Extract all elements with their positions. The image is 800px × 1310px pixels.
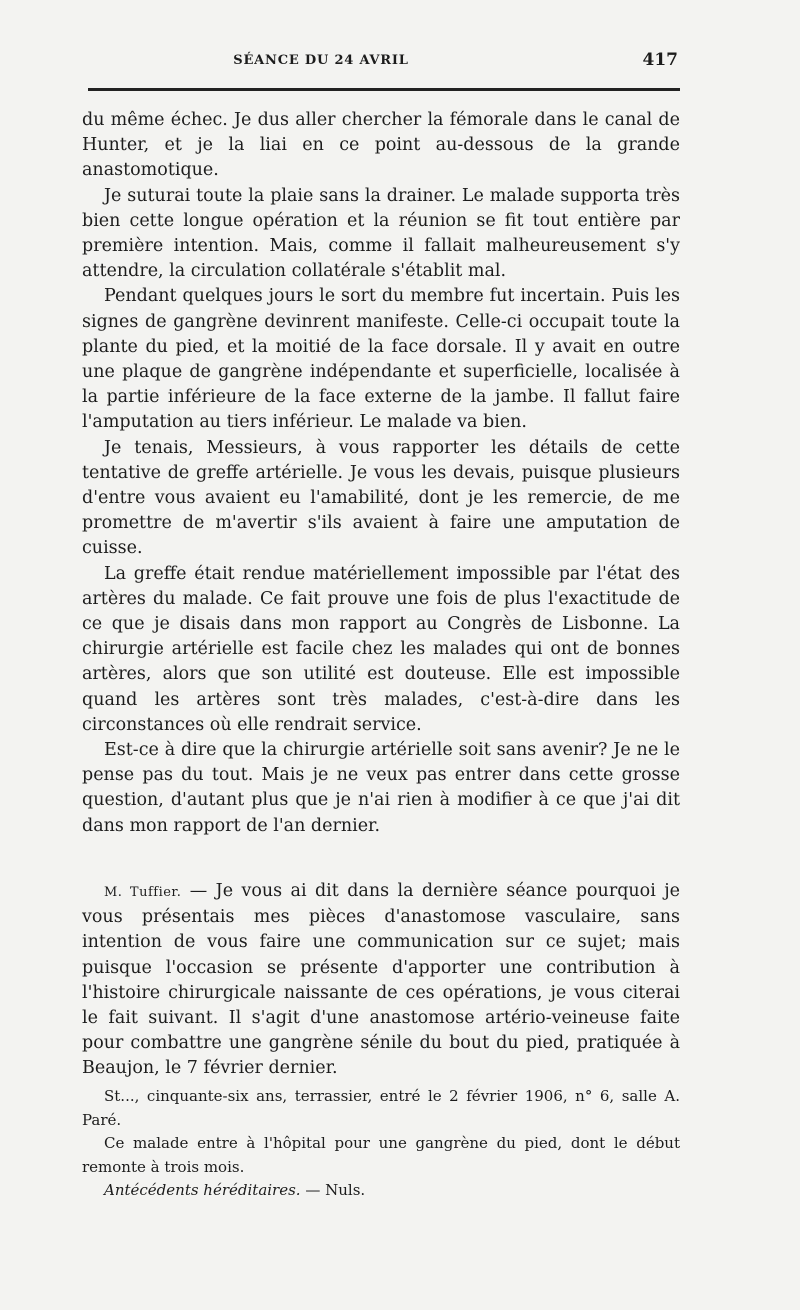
page: [82, 0, 680, 1310]
case-line: Ce malade entre à l'hôpital pour une gangrène du pied, dont le début remonte à trois mois.: [82, 1134, 680, 1176]
paragraph: Je suturai toute la plaie sans la drainer. Le malade supporta très bien cette longue opération et la réunion se fit tout entière par première intention. Mais, comme il fallait malheureusement s'y attendre, la circulation collatérale s'établit mal.: [82, 185, 680, 282]
paragraph: Pendant quelques jours le sort du membre fut incertain. Puis les signes de gangrène devinrent manifeste. Celle-ci occupait toute la plante du pied, et la moitié de la face dorsale. Il y avait en outre une plaque de gangrène indépendante et superficielle, localisée à la partie inférieure de la face externe de la jambe. Il fallut faire l'amputation au tiers inférieur. Le malade va bien.: [82, 286, 680, 433]
tuffier-paragraph: [82, 879, 680, 1082]
section-gap: [82, 839, 680, 879]
header-rule: [88, 88, 680, 91]
case-report: [82, 1085, 680, 1203]
paragraph: La greffe était rendue matériellement impossible par l'état des artères du malade. Ce fait prouve une fois de plus l'exactitude de ce que je disais dans mon rapport au Congrès de Lisbonne. La chirurgie artérielle est facile chez les malades qui ont de bonnes artères, alors que son utilité est douteuse. Elle est impossible quand les artères sont très malades, c'est-à-dire dans les circonstances où elle rendrait service.: [82, 563, 680, 735]
page-header: [82, 50, 680, 74]
main-text: [82, 108, 680, 1082]
case-antecedents: [82, 1179, 680, 1203]
paragraph: Je tenais, Messieurs, à vous rapporter les détails de cette tentative de greffe artérielle. Je vous les devais, puisque plusieurs d'entre vous avaient eu l'amabilité, dont je les remercie, de me promettre de m'avertir s'ils avaient à faire une amputation de cuisse.: [82, 437, 680, 559]
antecedents-value: — Nuls.: [300, 1181, 366, 1199]
paragraph: Est-ce à dire que la chirurgie artérielle soit sans avenir? Je ne le pense pas du tout. Mais je ne veux pas entrer dans cette grosse question, d'autant plus que je n'ai rien à modifier à ce que j'ai dit dans mon rapport de l'an dernier.: [82, 740, 680, 836]
speaker-text: — Je vous ai dit dans la dernière séance pourquoi je vous présentais mes pièces d'anastomose vasculaire, sans intention de vous faire une communication sur ce sujet; mais puisque l'occasion se présente d'apporter une contribution à l'histoire chirurgicale naissante de ces opérations, je vous citerai le fait suivant. Il s'agit d'une anastomose artério-veineuse faite pour combattre une gangrène sénile du bout du pied, pratiquée à Beaujon, le 7 février dernier.: [82, 880, 680, 1079]
case-line: St..., cinquante-six ans, terrassier, entré le 2 février 1906, n° 6, salle A. Paré.: [82, 1087, 680, 1129]
page-number: 417: [642, 50, 678, 70]
running-title: SÉANCE DU 24 AVRIL: [233, 53, 409, 68]
antecedents-label: Antécédents héréditaires.: [104, 1181, 301, 1199]
speaker-name: M. Tuffier.: [104, 884, 182, 900]
paragraph: du même échec. Je dus aller chercher la fémorale dans le canal de Hunter, et je la liai en ce point au-dessous de la grande anastomotique.: [82, 110, 680, 181]
